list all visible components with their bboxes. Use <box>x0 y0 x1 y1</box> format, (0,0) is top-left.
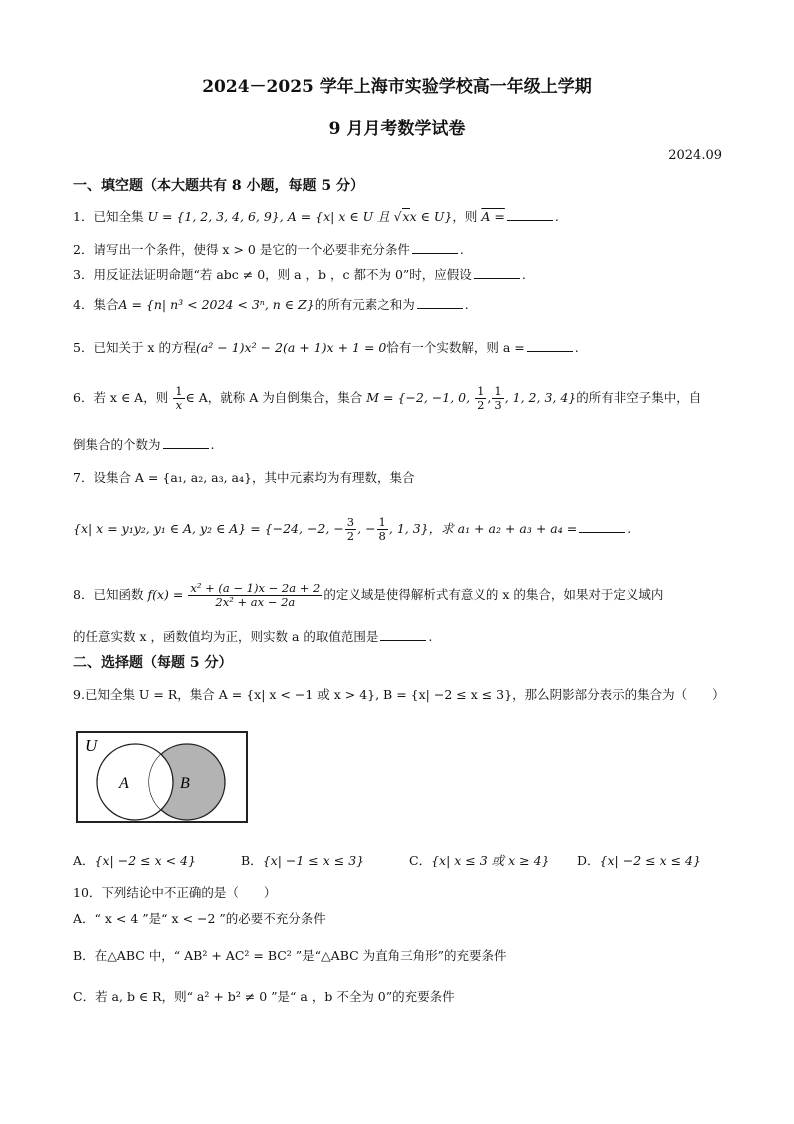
q4-text-b: 的所有元素之和为 <box>314 297 415 312</box>
q8-fx: f(x) = <box>147 587 184 602</box>
exam-subtitle: 9 月月考数学试卷 <box>328 119 466 139</box>
q6-fraction-half: $\frac{1}{2}$ <box>477 384 485 412</box>
answer-blank-6[interactable] <box>163 436 209 449</box>
question-2: 2．请写出一个条件，使得 x > 0 是它的一个必要非充分条件 . <box>73 242 464 257</box>
q10-option-b-text: 在△ABC 中，“ AB² + AC² = BC² ”是“△ABC 为直角三角形”的充要条件 <box>94 948 507 963</box>
question-7-cont: {x| x = y₁y₂, y₁ ∈ A, y₂ ∈ A} = {−24, −2, − $\frac{3}{2}$ , − $\frac{1}{8}$ , 1, 3}，求 a₁ + a₂ + a₃ + a₄ = . <box>73 515 632 543</box>
question-9 <box>73 686 725 704</box>
q10-number: 10． <box>73 885 102 900</box>
q1-number: 1． <box>73 209 94 224</box>
q5-equation: (a² − 1)x² − 2(a + 1)x + 1 = 0 <box>195 340 387 355</box>
answer-blank-3[interactable] <box>474 266 520 279</box>
question-5: 5．已知关于 x 的方程(a² − 1)x² − 2(a + 1)x + 1 = 0恰有一个实数解，则 a = . <box>73 340 579 355</box>
q9-option-c-text: {x| x ≤ 3 或 x ≥ 4} <box>431 853 550 868</box>
q10-option-a-label: A． <box>73 911 95 926</box>
q7-fraction-three-halves: $\frac{3}{2}$ <box>346 515 355 543</box>
section-heading-multiple-choice: 二、选择题（每题 5 分） <box>73 655 233 671</box>
q6-fraction-inverse-x: $\frac{1}{x}$ <box>175 384 183 412</box>
answer-blank-7[interactable] <box>579 520 625 533</box>
q3-text: 用反证法证明命题“若 abc ≠ 0，则 a ，b ，c 都不为 0”时，应假设 <box>93 267 472 282</box>
question-4: 4．集合A = {n| n³ < 2024 < 3ⁿ, n ∈ Z}的所有元素之和为 . <box>73 297 469 312</box>
q8-text-a: 已知函数 <box>93 587 144 602</box>
q7-fraction-one-eighth: $\frac{1}{8}$ <box>378 515 386 543</box>
q7-number: 7． <box>73 470 94 485</box>
q9-option-b-label: B． <box>241 853 263 868</box>
q6-set-m-head: M = {−2, −1, 0, <box>366 390 475 405</box>
question-8 <box>73 582 663 609</box>
q6-text-a: 若 x ∈ A，则 <box>93 390 169 405</box>
q1-text-b: ，则 <box>452 209 478 224</box>
question-10 <box>73 884 276 902</box>
q4-text-a: 集合 <box>93 297 119 312</box>
q8-number: 8． <box>73 587 94 602</box>
q10-option-c[interactable] <box>73 987 455 1005</box>
q6-text-c: 的所有非空子集中，自 <box>576 390 702 405</box>
q10-option-a[interactable] <box>73 909 326 927</box>
q4-number: 4． <box>73 297 94 312</box>
q8-text-c: 的任意实数 x ，函数值均为正，则实数 a 的取值范围是 <box>73 629 379 644</box>
q8-denominator: 2x² + ax − 2a <box>215 595 296 609</box>
q9-option-a[interactable] <box>73 851 196 869</box>
answer-blank-5[interactable] <box>527 339 573 352</box>
q6-set-m-tail: , 1, 2, 3, 4} <box>504 390 577 405</box>
q9-option-d-label: D． <box>577 853 600 868</box>
q8-fraction <box>188 582 322 609</box>
exam-title: 2024－2025 学年上海市实验学校高一年级上学期 <box>202 77 592 97</box>
q1-set-u: U = {1, 2, 3, 4, 6, 9}, A = {x| x ∈ U 且 <box>147 209 394 224</box>
q2-text: 请写出一个条件，使得 x > 0 是它的一个必要非充分条件 <box>93 242 410 257</box>
q3-number: 3． <box>73 267 94 282</box>
q7-set-right: , 1, 3} <box>388 521 429 536</box>
q7-set-mid: , − <box>357 521 376 536</box>
venn-label-a: A <box>119 775 129 792</box>
q1-text-a: 已知全集 <box>93 209 144 224</box>
question-3: 3．用反证法证明命题“若 abc ≠ 0，则 a ，b ，c 都不为 0”时，应假设 . <box>73 267 526 282</box>
answer-blank-8[interactable] <box>380 628 426 641</box>
q6-number: 6． <box>73 390 94 405</box>
q9-option-c-label: C． <box>409 853 432 868</box>
q7-set-left: {x| x = y₁y₂, y₁ ∈ A, y₂ ∈ A} = {−24, −2, − <box>73 521 344 536</box>
q9-option-b[interactable] <box>241 851 364 869</box>
q6-fraction-third: $\frac{1}{3}$ <box>494 384 502 412</box>
q7-text-a: 设集合 A = {a₁, a₂, a₃, a₄}，其中元素均为有理数，集合 <box>93 470 415 485</box>
q10-option-a-text: “ x < 4 ”是“ x < −2 ”的必要不充分条件 <box>94 911 326 926</box>
venn-diagram <box>76 731 248 823</box>
question-8-cont: 的任意实数 x ，函数值均为正，则实数 a 的取值范围是 . <box>73 629 433 644</box>
question-7 <box>73 469 414 487</box>
answer-blank-2[interactable] <box>412 241 458 254</box>
q10-text: 下列结论中不正确的是（ ） <box>101 885 277 900</box>
q9-option-d-text: {x| −2 ≤ x ≤ 4} <box>599 853 701 868</box>
q10-option-b[interactable] <box>73 946 507 964</box>
question-6-cont: 倒集合的个数为 . <box>73 437 215 452</box>
q1-a-bar: A = <box>481 209 505 224</box>
q9-option-a-label: A． <box>73 853 95 868</box>
q1-set-u-tail: x ∈ U} <box>409 209 453 224</box>
q8-numerator: x² + (a − 1)x − 2a + 2 <box>190 581 321 595</box>
answer-blank-1[interactable] <box>507 208 553 221</box>
question-6: 6．若 x ∈ A，则 $\frac{1}{x}$ ∈ A，就称 A 为自倒集合，集合 M = {−2, −1, 0, $\frac{1}{2}$ , $\frac{1}{3}$ , 1, 2, 3, 4}的所有非空子集中，自 <box>73 384 702 412</box>
q1-sqrt-x: x <box>402 209 410 224</box>
q2-number: 2． <box>73 242 94 257</box>
exam-date: 2024.09 <box>668 148 722 163</box>
q5-number: 5． <box>73 340 94 355</box>
q8-text-b: 的定义域是使得解析式有意义的 x 的集合，如果对于定义域内 <box>323 587 664 602</box>
answer-blank-4[interactable] <box>417 296 463 309</box>
q4-set: A = {n| n³ < 2024 < 3ⁿ, n ∈ Z} <box>118 297 315 312</box>
sqrt-icon: √ <box>393 209 402 224</box>
q10-option-b-label: B． <box>73 948 95 963</box>
q9-option-d[interactable] <box>577 851 701 869</box>
section-heading-fill-blank: 一、填空题（本大题共有 8 小题，每题 5 分） <box>73 178 364 194</box>
q10-option-c-label: C． <box>73 989 96 1004</box>
q6-text-d: 倒集合的个数为 <box>73 437 161 452</box>
question-1: 1．已知全集 U = {1, 2, 3, 4, 6, 9}, A = {x| x ∈ U 且 √xx ∈ U}，则 A = . <box>73 209 559 224</box>
q9-option-c[interactable] <box>409 851 550 869</box>
q10-option-c-text: 若 a, b ∈ R，则“ a² + b² ≠ 0 ”是“ a ，b 不全为 0”的充要条件 <box>95 989 455 1004</box>
q9-text: 已知全集 U = R，集合 A = {x| x < −1 或 x > 4}, B = {x| −2 ≤ x ≤ 3}，那么阴影部分表示的集合为（ ） <box>84 687 725 702</box>
venn-label-u: U <box>85 736 98 755</box>
q9-option-a-text: {x| −2 ≤ x < 4} <box>94 853 196 868</box>
q7-text-b: ，求 a₁ + a₂ + a₃ + a₄ = <box>428 521 578 536</box>
q5-text-a: 已知关于 x 的方程 <box>93 340 196 355</box>
q6-text-b: ∈ A，就称 A 为自倒集合，集合 <box>185 390 363 405</box>
q9-option-b-text: {x| −1 ≤ x ≤ 3} <box>262 853 365 868</box>
q5-text-b: 恰有一个实数解，则 a = <box>386 340 525 355</box>
q9-number: 9. <box>73 687 85 702</box>
venn-label-b: B <box>180 775 190 792</box>
